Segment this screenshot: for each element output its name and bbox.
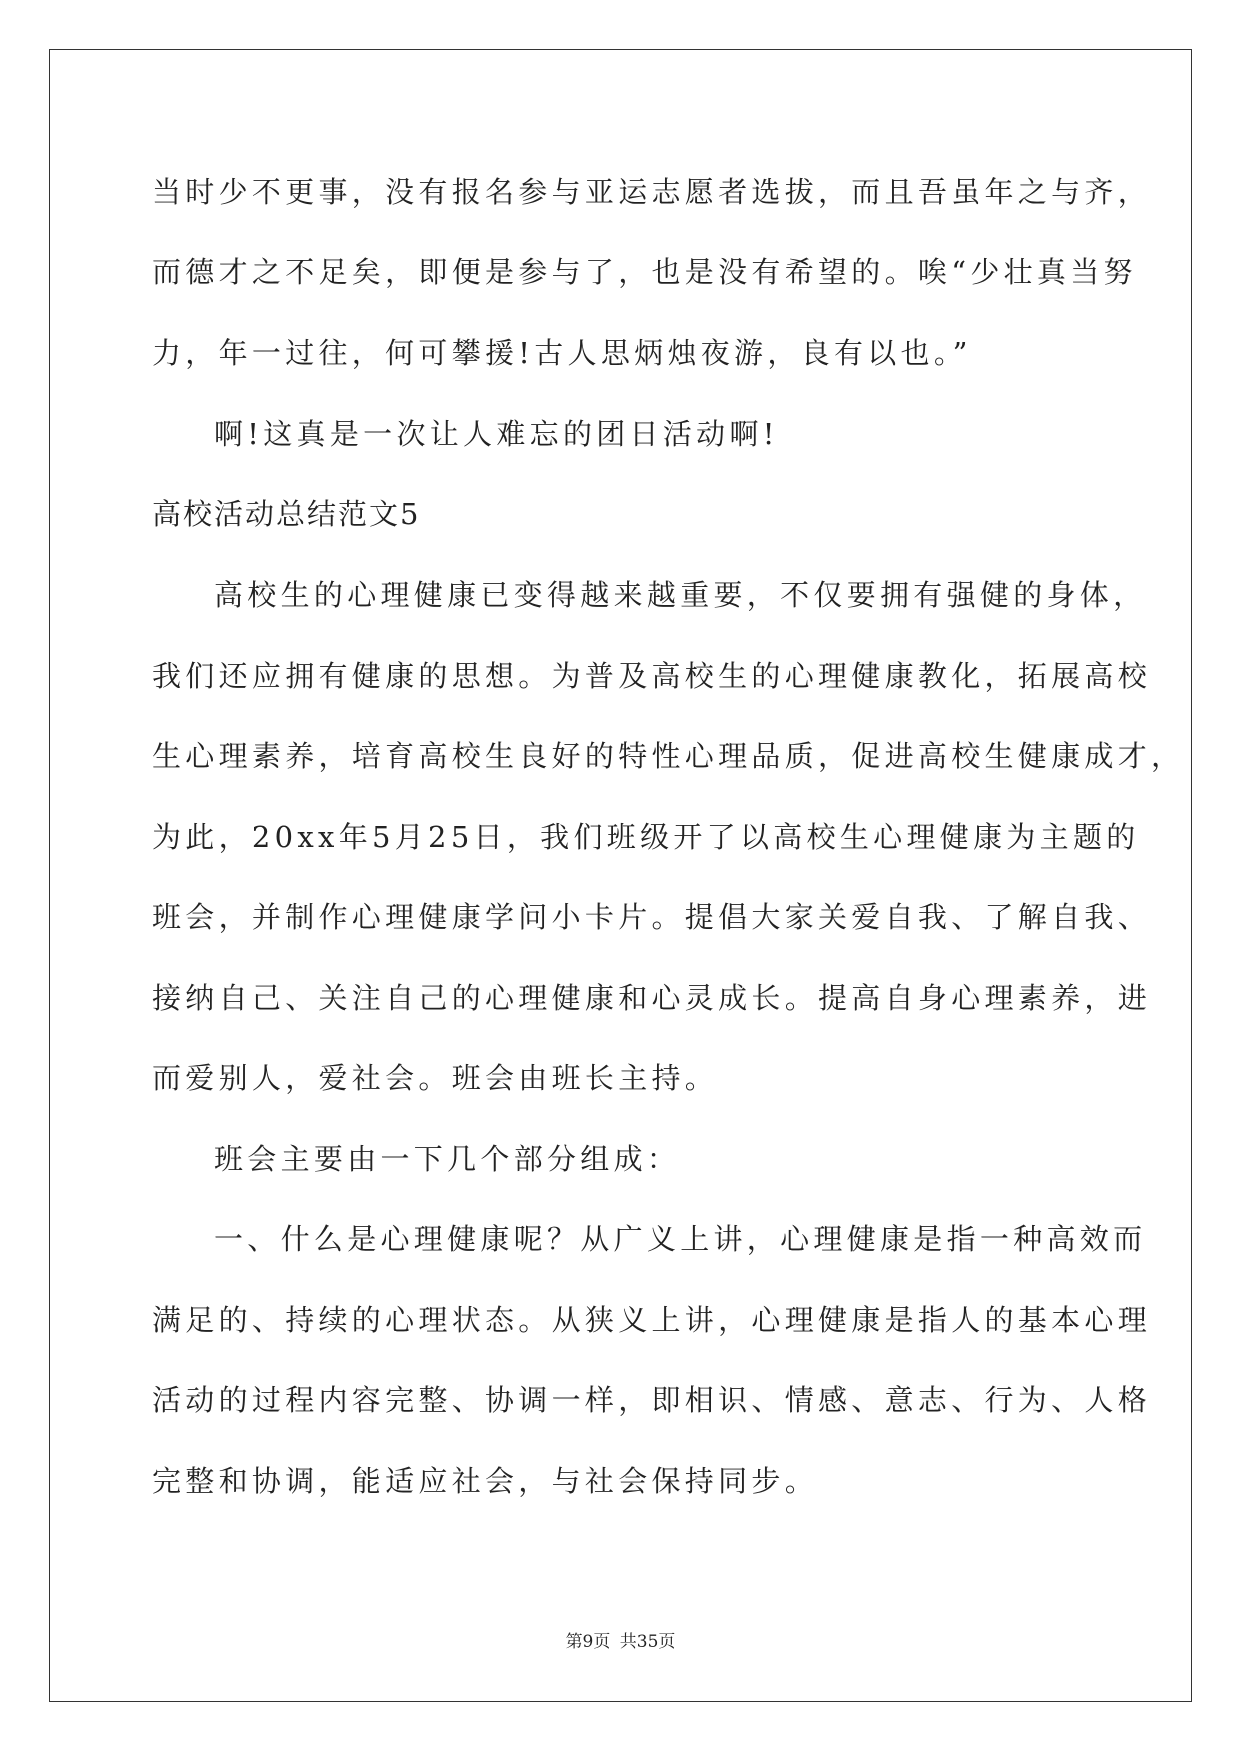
paragraph-line: 啊!这真是一次让人难忘的团日活动啊! bbox=[214, 417, 779, 451]
page-total: 共35页 bbox=[619, 1632, 676, 1652]
text-line: 班会，并制作心理健康学问小卡片。提倡大家关爱自我、了解自我、 bbox=[152, 900, 1152, 934]
paragraph-line: 高校生的心理健康已变得越来越重要，不仅要拥有强健的身体， bbox=[214, 578, 1147, 612]
text-line: 力，年一过往，何可攀援!古人思炳烛夜游，良有以也。” bbox=[152, 336, 972, 370]
paragraph-line: 一、什么是心理健康呢？从广义上讲，心理健康是指一种高效而 bbox=[214, 1222, 1147, 1256]
text-line: 当时少不更事，没有报名参与亚运志愿者选拔，而且吾虽年之与齐， bbox=[152, 175, 1152, 209]
text-line: 接纳自己、关注自己的心理健康和心灵成长。提高自身心理素养，进 bbox=[152, 981, 1152, 1015]
paragraph-line: 班会主要由一下几个部分组成： bbox=[214, 1142, 681, 1176]
text-line: 为此，20xx年5月25日，我们班级开了以高校生心理健康为主题的 bbox=[152, 820, 1140, 854]
text-line: 满足的、持续的心理状态。从狭义上讲，心理健康是指人的基本心理 bbox=[152, 1303, 1152, 1337]
text-line: 完整和协调，能适应社会，与社会保持同步。 bbox=[152, 1464, 819, 1498]
text-line: 而德才之不足矣，即便是参与了，也是没有希望的。唉“少壮真当努 bbox=[152, 255, 1137, 289]
text-line: 生心理素养，培育高校生良好的特性心理品质，促进高校生健康成才， bbox=[152, 739, 1185, 773]
text-line: 活动的过程内容完整、协调一样，即相识、情感、意志、行为、人格 bbox=[152, 1383, 1152, 1417]
page-footer bbox=[0, 1630, 1241, 1654]
text-line: 我们还应拥有健康的思想。为普及高校生的心理健康教化，拓展高校 bbox=[152, 659, 1152, 693]
text-line: 而爱别人，爱社会。班会由班长主持。 bbox=[152, 1061, 719, 1095]
page-number: 第9页 bbox=[565, 1632, 611, 1652]
page-border bbox=[49, 49, 1192, 1702]
section-heading: 高校活动总结范文5 bbox=[152, 497, 421, 531]
